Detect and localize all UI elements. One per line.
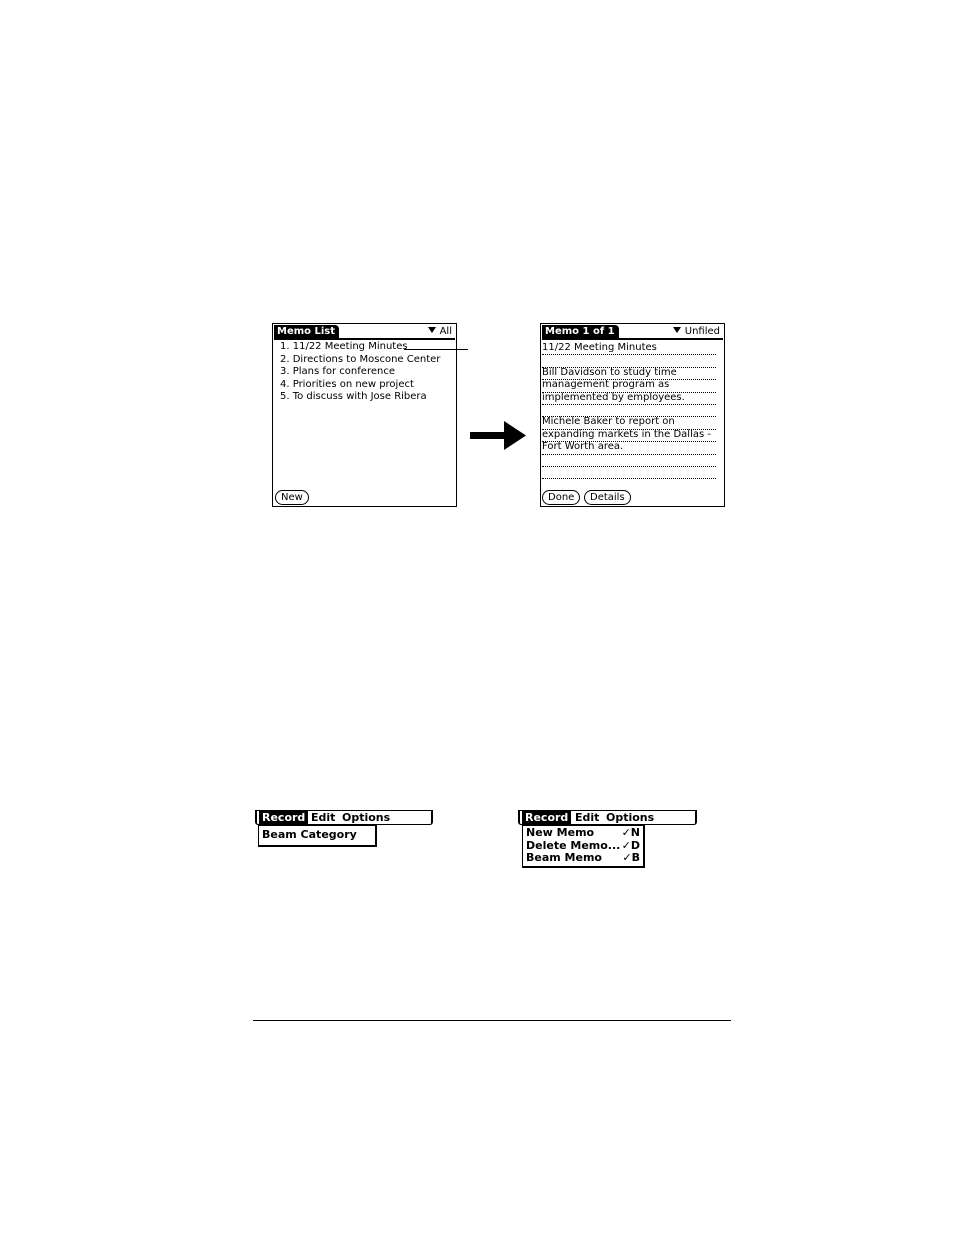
triangle-down-icon (428, 327, 436, 333)
new-button[interactable]: New (275, 490, 309, 505)
memo-list-item[interactable]: 5. To discuss with Jose Ribera (280, 391, 427, 402)
memo-line: implemented by employees. (542, 392, 716, 405)
graffiti-stroke-icon: ✓ (621, 838, 631, 852)
page-footer-rule (253, 1020, 731, 1021)
record-menu-dropdown (522, 825, 645, 868)
record-menu-dropdown (258, 825, 377, 847)
memo-line: expanding markets in the Dallas - (542, 429, 716, 442)
memo-list-item[interactable]: 3. Plans for conference (280, 366, 395, 377)
memo-view-titlebar (542, 325, 723, 340)
done-button[interactable]: Done (542, 490, 580, 505)
shortcut-b: ✓B (622, 851, 640, 864)
menu-options[interactable]: Options (606, 811, 655, 824)
menu-options[interactable]: Options (342, 811, 391, 824)
memo-line (542, 454, 716, 467)
menu-edit[interactable]: Edit (311, 811, 336, 824)
shortcut-d: ✓D (621, 838, 640, 852)
menu-item-beam-memo[interactable]: Beam Memo ✓B (526, 851, 640, 864)
memo-line: 11/22 Meeting Minutes (542, 342, 716, 355)
memo-line: management program as (542, 379, 716, 392)
memo-list-titlebar (274, 325, 455, 340)
memo-list-screen (272, 323, 457, 507)
memo-view-title: Memo 1 of 1 (542, 325, 619, 338)
graffiti-stroke-icon: ✓ (622, 851, 632, 864)
details-button[interactable]: Details (584, 490, 631, 505)
category-picker[interactable] (428, 325, 452, 338)
shortcut-n: ✓N (621, 826, 640, 839)
menu-bar-memo-view (518, 810, 697, 825)
memo-line (542, 466, 716, 479)
arrow-right-icon (470, 421, 526, 451)
memo-list-item[interactable]: 4. Priorities on new project (280, 378, 414, 390)
memo-list (280, 341, 440, 404)
memo-list-item[interactable]: 1. 11/22 Meeting Minutes (280, 341, 408, 352)
graffiti-stroke-icon: ✓ (621, 826, 631, 839)
menu-record[interactable]: Record (522, 811, 571, 824)
triangle-down-icon (673, 327, 681, 333)
callout-line (404, 349, 468, 350)
menu-item-new-memo[interactable]: New Memo ✓N (526, 826, 640, 839)
menu-record[interactable]: Record (259, 811, 308, 824)
menu-edit[interactable]: Edit (575, 811, 600, 824)
memo-line (542, 354, 716, 367)
memo-line: Michele Baker to report on (542, 416, 716, 429)
category-label: All (439, 326, 452, 337)
memo-line: Bill Davidson to study time (542, 367, 716, 380)
memo-list-item[interactable]: 2. Directions to Moscone Center (280, 353, 441, 365)
menu-item-beam-category[interactable]: Beam Category (262, 828, 357, 841)
category-label: Unfiled (684, 326, 720, 337)
menu-item-delete-memo[interactable]: Delete Memo... ✓D (526, 838, 640, 852)
category-picker[interactable] (673, 325, 720, 338)
memo-list-title: Memo List (274, 325, 339, 338)
memo-view-screen (540, 323, 725, 507)
memo-line: Fort Worth area. (542, 441, 716, 454)
memo-line (542, 404, 716, 417)
menu-bar-list-view (255, 810, 433, 825)
